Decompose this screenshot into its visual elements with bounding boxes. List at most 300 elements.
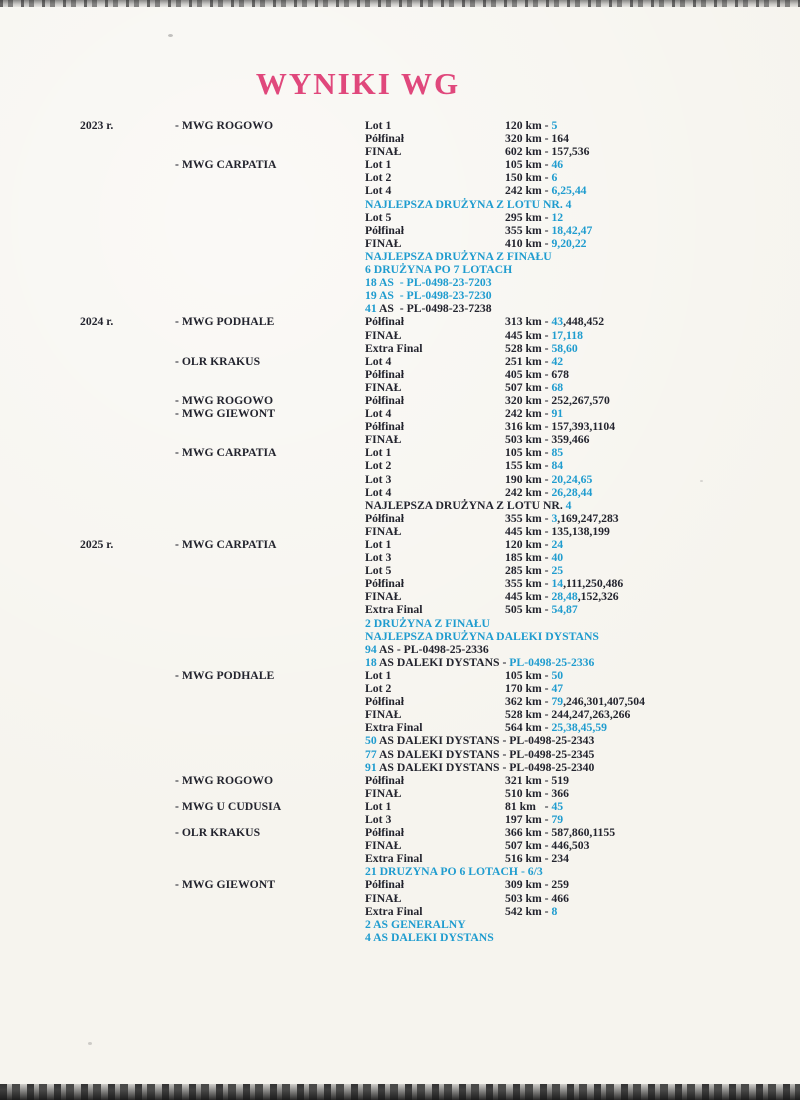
highlighted-text: 77 bbox=[365, 747, 379, 761]
note-row bbox=[80, 761, 786, 774]
year-cell bbox=[80, 473, 175, 486]
lot-cell: Lot 1 bbox=[365, 799, 392, 813]
ink-text: 155 km - bbox=[505, 459, 552, 473]
lot-cell: Półfinał bbox=[365, 878, 404, 892]
club-cell bbox=[175, 250, 365, 263]
club-cell: - MWG CARPATIA bbox=[175, 158, 277, 172]
year-cell bbox=[80, 748, 175, 761]
result-cell bbox=[505, 892, 786, 905]
lot-cell: Lot 4 bbox=[365, 184, 392, 198]
highlighted-text: 6 bbox=[551, 171, 558, 185]
note-text bbox=[365, 302, 786, 315]
highlighted-text: 25,38,45,59 bbox=[551, 721, 607, 735]
year-cell bbox=[80, 211, 175, 224]
year-cell bbox=[80, 198, 175, 211]
year-cell bbox=[80, 446, 175, 459]
lot-cell: Półfinał bbox=[365, 577, 404, 591]
year-cell bbox=[80, 145, 175, 158]
year-cell bbox=[80, 761, 175, 774]
ink-text: 185 km - bbox=[505, 551, 552, 565]
ink-text: 362 km - bbox=[505, 695, 552, 709]
club-cell bbox=[175, 211, 365, 224]
highlighted-text: 50 bbox=[551, 668, 564, 682]
ink-text: 528 km - 244,247,263,266 bbox=[505, 708, 631, 722]
highlighted-text: 2 DRUŻYNA Z FINAŁU bbox=[365, 616, 491, 630]
lot-cell: Półfinał bbox=[365, 695, 404, 709]
lot-cell: Półfinał bbox=[365, 367, 404, 381]
result-cell bbox=[505, 132, 786, 145]
highlighted-text: 21 DRUZYNA PO 6 LOTACH - 6/3 bbox=[365, 865, 543, 879]
result-cell bbox=[505, 368, 786, 381]
highlighted-text: 6,25,44 bbox=[551, 184, 587, 198]
year-cell bbox=[80, 878, 175, 891]
lot-cell: FINAŁ bbox=[365, 145, 402, 159]
lot-cell: Lot 3 bbox=[365, 812, 392, 826]
ink-text: 445 km - bbox=[505, 328, 552, 342]
ink-text: 321 km - 519 bbox=[505, 773, 569, 787]
year-cell bbox=[80, 381, 175, 394]
club-cell bbox=[175, 852, 365, 865]
year-cell bbox=[80, 158, 175, 171]
ink-text: 105 km - bbox=[505, 446, 552, 460]
note-row bbox=[80, 734, 786, 747]
highlighted-text: 28,48 bbox=[551, 590, 578, 604]
note-text bbox=[365, 918, 786, 931]
lot-cell: FINAŁ bbox=[365, 891, 402, 905]
lot-cell: Lot 1 bbox=[365, 538, 392, 551]
year-cell bbox=[80, 486, 175, 499]
result-row bbox=[80, 184, 786, 197]
ink-text: 313 km - bbox=[505, 315, 552, 329]
highlighted-text: 43 bbox=[551, 315, 564, 329]
ink-text: 507 km - 446,503 bbox=[505, 839, 590, 853]
year-cell bbox=[80, 774, 175, 787]
lot-cell: FINAŁ bbox=[365, 380, 402, 394]
ink-text: 445 km - bbox=[505, 590, 552, 604]
year-cell bbox=[80, 617, 175, 630]
lot-cell: Lot 3 bbox=[365, 472, 392, 486]
scan-artifact-top bbox=[0, 0, 800, 7]
note-text bbox=[365, 734, 786, 747]
year-cell bbox=[80, 643, 175, 656]
lot-cell: Półfinał bbox=[365, 132, 404, 146]
club-cell bbox=[175, 787, 365, 800]
result-row bbox=[80, 800, 786, 813]
lot-cell: FINAŁ bbox=[365, 708, 402, 722]
club-cell bbox=[175, 813, 365, 826]
ink-text: ,111,250,486 bbox=[563, 577, 624, 591]
lot-cell: Lot 3 bbox=[365, 551, 392, 565]
ink-text: AS - PL-0498-25-2336 bbox=[378, 642, 489, 656]
lot-cell: Extra Final bbox=[365, 852, 423, 866]
year-cell bbox=[80, 302, 175, 315]
note-text bbox=[365, 250, 786, 263]
result-row bbox=[80, 564, 786, 577]
result-row bbox=[80, 695, 786, 708]
result-cell bbox=[505, 708, 786, 721]
highlighted-text: 2 AS GENERALNY bbox=[365, 917, 466, 931]
ink-text: 242 km - bbox=[505, 485, 552, 499]
highlighted-text: 18,42,47 bbox=[551, 223, 593, 237]
ink-text: AS DALEKI DYSTANS - PL-0498-25-2345 bbox=[378, 747, 595, 761]
result-cell bbox=[505, 315, 786, 328]
club-cell bbox=[175, 656, 365, 669]
ink-text: 510 km - 366 bbox=[505, 786, 569, 800]
note-text bbox=[365, 263, 786, 276]
club-cell bbox=[175, 931, 365, 944]
ink-text: 528 km - bbox=[505, 341, 552, 355]
ink-text: 285 km - bbox=[505, 564, 552, 578]
note-row bbox=[80, 302, 786, 315]
highlighted-text: 8 bbox=[551, 904, 558, 918]
note-row bbox=[80, 931, 786, 944]
highlighted-text: 9,20,22 bbox=[551, 236, 587, 250]
result-row bbox=[80, 590, 786, 603]
lot-cell: FINAŁ bbox=[365, 524, 402, 538]
club-cell bbox=[175, 289, 365, 302]
result-cell bbox=[505, 237, 786, 250]
lot-cell: Półfinał bbox=[365, 826, 404, 840]
lot-cell: Półfinał bbox=[365, 315, 404, 329]
club-cell bbox=[175, 734, 365, 747]
result-row bbox=[80, 119, 786, 132]
year-cell bbox=[80, 603, 175, 616]
result-cell bbox=[505, 603, 786, 616]
club-cell bbox=[175, 525, 365, 538]
club-cell bbox=[175, 224, 365, 237]
highlighted-text: 14 bbox=[551, 577, 564, 591]
year-cell bbox=[80, 695, 175, 708]
lot-cell: Extra Final bbox=[365, 721, 423, 735]
result-cell bbox=[505, 158, 786, 171]
year-cell bbox=[80, 263, 175, 276]
ink-text: ,448,452 bbox=[563, 315, 605, 329]
ink-text: AS - PL-0498-23-7238 bbox=[378, 302, 492, 316]
result-cell bbox=[505, 695, 786, 708]
result-row bbox=[80, 132, 786, 145]
highlighted-text: 84 bbox=[551, 459, 564, 473]
club-cell: - MWG ROGOWO bbox=[175, 773, 274, 787]
lot-cell: FINAŁ bbox=[365, 590, 402, 604]
note-row bbox=[80, 198, 786, 211]
year-cell bbox=[80, 905, 175, 918]
result-row bbox=[80, 368, 786, 381]
club-cell bbox=[175, 276, 365, 289]
year-cell bbox=[80, 787, 175, 800]
year-cell bbox=[80, 734, 175, 747]
result-cell bbox=[505, 787, 786, 800]
ink-text: 564 km - bbox=[505, 721, 552, 735]
ink-text: 505 km - bbox=[505, 603, 552, 617]
lot-cell: Extra Final bbox=[365, 904, 423, 918]
highlighted-text: 41 bbox=[365, 302, 379, 316]
lot-cell: Lot 5 bbox=[365, 564, 392, 578]
result-cell bbox=[505, 184, 786, 197]
highlighted-text: NAJLEPSZA DRUŻYNA DALEKI DYSTANS bbox=[365, 629, 599, 643]
club-cell bbox=[175, 420, 365, 433]
lot-cell: Lot 1 bbox=[365, 668, 392, 682]
result-row bbox=[80, 787, 786, 800]
highlighted-text: 91 bbox=[551, 407, 564, 421]
result-row bbox=[80, 237, 786, 250]
lot-cell: Lot 5 bbox=[365, 210, 392, 224]
result-cell bbox=[505, 905, 786, 918]
club-cell: - MWG CARPATIA bbox=[175, 446, 277, 460]
lot-cell: Extra Final bbox=[365, 341, 423, 355]
year-cell bbox=[80, 813, 175, 826]
result-row bbox=[80, 486, 786, 499]
ink-text: AS DALEKI DYSTANS - PL-0498-25-2340 bbox=[378, 760, 595, 774]
year-cell bbox=[80, 132, 175, 145]
club-cell bbox=[175, 761, 365, 774]
result-cell bbox=[505, 211, 786, 224]
club-cell: - OLR KRAKUS bbox=[175, 354, 261, 368]
lot-cell: Półfinał bbox=[365, 393, 404, 407]
ink-text: 410 km - bbox=[505, 236, 552, 250]
result-row bbox=[80, 171, 786, 184]
note-text bbox=[365, 748, 786, 761]
highlighted-text: 3 bbox=[551, 511, 558, 525]
club-cell: - MWG GIEWONT bbox=[175, 878, 275, 892]
note-text bbox=[365, 198, 786, 211]
club-cell bbox=[175, 263, 365, 276]
ink-text: 309 km - 259 bbox=[505, 878, 569, 892]
result-row bbox=[80, 459, 786, 472]
result-cell bbox=[505, 774, 786, 787]
result-row bbox=[80, 774, 786, 787]
year-cell bbox=[80, 250, 175, 263]
result-cell bbox=[505, 407, 786, 420]
result-row bbox=[80, 551, 786, 564]
year-cell bbox=[80, 682, 175, 695]
scan-artifact-bottom bbox=[0, 1084, 800, 1100]
result-row bbox=[80, 315, 786, 328]
club-cell: - MWG PODHALE bbox=[175, 668, 275, 682]
result-row bbox=[80, 420, 786, 433]
result-cell bbox=[505, 512, 786, 525]
club-cell bbox=[175, 865, 365, 878]
ink-text: 197 km - bbox=[505, 812, 552, 826]
lot-cell: FINAŁ bbox=[365, 433, 402, 447]
result-cell bbox=[505, 813, 786, 826]
note-text bbox=[365, 630, 786, 643]
ink-text: 242 km - bbox=[505, 184, 552, 198]
lot-cell: FINAŁ bbox=[365, 839, 402, 853]
year-cell bbox=[80, 525, 175, 538]
year-cell bbox=[80, 420, 175, 433]
club-cell bbox=[175, 918, 365, 931]
result-cell bbox=[505, 224, 786, 237]
ink-text: 150 km - bbox=[505, 171, 552, 185]
club-cell bbox=[175, 486, 365, 499]
highlighted-text: 19 AS - PL-0498-23-7230 bbox=[365, 289, 492, 303]
result-row bbox=[80, 446, 786, 459]
results-table bbox=[80, 119, 786, 944]
result-cell bbox=[505, 852, 786, 865]
ink-text: 320 km - 164 bbox=[505, 132, 569, 146]
club-cell bbox=[175, 643, 365, 656]
ink-text: 120 km - bbox=[505, 538, 552, 551]
year-cell: 2023 r. bbox=[80, 119, 114, 132]
club-cell bbox=[175, 564, 365, 577]
result-row bbox=[80, 355, 786, 368]
ink-text: 105 km - bbox=[505, 158, 552, 172]
highlighted-text: 4 bbox=[565, 498, 572, 512]
lot-cell: Lot 1 bbox=[365, 446, 392, 460]
lot-cell: Lot 2 bbox=[365, 171, 392, 185]
year-cell bbox=[80, 289, 175, 302]
highlighted-text: 94 bbox=[365, 642, 379, 656]
club-cell: - MWG CARPATIA bbox=[175, 538, 277, 551]
club-cell bbox=[175, 184, 365, 197]
lot-cell: FINAŁ bbox=[365, 786, 402, 800]
note-row bbox=[80, 289, 786, 302]
lot-cell: Lot 2 bbox=[365, 682, 392, 696]
highlighted-text: 91 bbox=[365, 760, 379, 774]
highlighted-text: 20,24,65 bbox=[551, 472, 593, 486]
note-row bbox=[80, 918, 786, 931]
club-cell bbox=[175, 590, 365, 603]
club-cell bbox=[175, 577, 365, 590]
result-cell bbox=[505, 564, 786, 577]
year-cell bbox=[80, 721, 175, 734]
highlighted-text: 85 bbox=[551, 446, 564, 460]
lot-cell: Półfinał bbox=[365, 223, 404, 237]
year-cell bbox=[80, 184, 175, 197]
result-cell bbox=[505, 394, 786, 407]
note-text bbox=[365, 761, 786, 774]
note-text bbox=[365, 276, 786, 289]
note-row bbox=[80, 250, 786, 263]
club-cell bbox=[175, 551, 365, 564]
club-cell bbox=[175, 302, 365, 315]
ink-text: ,152,326 bbox=[577, 590, 619, 604]
lot-cell: Półfinał bbox=[365, 420, 404, 434]
year-cell bbox=[80, 839, 175, 852]
year-cell bbox=[80, 512, 175, 525]
result-row bbox=[80, 905, 786, 918]
club-cell: - MWG U CUDUSIA bbox=[175, 799, 282, 813]
highlighted-text: 68 bbox=[551, 380, 564, 394]
ink-text: ,246,301,407,504 bbox=[563, 695, 645, 709]
result-cell bbox=[505, 525, 786, 538]
lot-cell: FINAŁ bbox=[365, 328, 402, 342]
highlighted-text: NAJLEPSZA DRUŻYNA Z FINAŁU bbox=[365, 249, 552, 263]
result-row bbox=[80, 158, 786, 171]
year-cell bbox=[80, 171, 175, 184]
result-cell bbox=[505, 590, 786, 603]
club-cell bbox=[175, 381, 365, 394]
note-row bbox=[80, 263, 786, 276]
year-cell bbox=[80, 342, 175, 355]
ink-text: 295 km - bbox=[505, 210, 552, 224]
club-cell bbox=[175, 512, 365, 525]
year-cell bbox=[80, 551, 175, 564]
result-cell bbox=[505, 721, 786, 734]
club-cell bbox=[175, 368, 365, 381]
highlighted-text: 79 bbox=[551, 695, 564, 709]
note-row bbox=[80, 630, 786, 643]
ink-text: 542 km - bbox=[505, 904, 552, 918]
highlighted-text: 46 bbox=[551, 158, 564, 172]
year-cell bbox=[80, 355, 175, 368]
ink-text: 503 km - 466 bbox=[505, 891, 569, 905]
highlighted-text: 6 DRUŻYNA PO 7 LOTACH bbox=[365, 263, 513, 277]
result-cell bbox=[505, 800, 786, 813]
note-row bbox=[80, 499, 786, 512]
club-cell bbox=[175, 473, 365, 486]
result-row bbox=[80, 538, 786, 551]
result-row bbox=[80, 407, 786, 420]
year-cell bbox=[80, 918, 175, 931]
result-row bbox=[80, 473, 786, 486]
club-cell bbox=[175, 603, 365, 616]
result-row bbox=[80, 525, 786, 538]
club-cell: - MWG ROGOWO bbox=[175, 119, 274, 132]
club-cell bbox=[175, 630, 365, 643]
note-text bbox=[365, 617, 786, 630]
club-cell bbox=[175, 499, 365, 512]
ink-text: 602 km - 157,536 bbox=[505, 145, 590, 159]
result-cell bbox=[505, 433, 786, 446]
ink-text: 316 km - 157,393,1104 bbox=[505, 420, 616, 434]
year-cell bbox=[80, 329, 175, 342]
note-row bbox=[80, 276, 786, 289]
year-cell bbox=[80, 237, 175, 250]
note-row bbox=[80, 643, 786, 656]
highlighted-text: 24 bbox=[551, 538, 564, 551]
result-row bbox=[80, 381, 786, 394]
result-cell bbox=[505, 551, 786, 564]
note-row bbox=[80, 865, 786, 878]
ink-text: 405 km - 678 bbox=[505, 367, 569, 381]
highlighted-text: 12 bbox=[551, 210, 564, 224]
result-cell bbox=[505, 473, 786, 486]
ink-text: 355 km - bbox=[505, 577, 552, 591]
year-cell bbox=[80, 892, 175, 905]
ink-text: 120 km - bbox=[505, 119, 552, 132]
year-cell bbox=[80, 499, 175, 512]
year-cell bbox=[80, 459, 175, 472]
result-cell bbox=[505, 486, 786, 499]
lot-cell: Extra Final bbox=[365, 603, 423, 617]
note-text bbox=[365, 499, 786, 512]
year-cell bbox=[80, 224, 175, 237]
scan-speck bbox=[168, 34, 173, 37]
club-cell bbox=[175, 342, 365, 355]
club-cell bbox=[175, 459, 365, 472]
club-cell: - OLR KRAKUS bbox=[175, 826, 261, 840]
note-text bbox=[365, 289, 786, 302]
ink-text: 81 km - bbox=[505, 799, 552, 813]
highlighted-text: 5 bbox=[551, 119, 558, 132]
result-cell bbox=[505, 577, 786, 590]
club-cell bbox=[175, 237, 365, 250]
club-cell bbox=[175, 905, 365, 918]
ink-text: 251 km - bbox=[505, 354, 552, 368]
highlighted-text: 79 bbox=[551, 812, 564, 826]
highlighted-text: 42 bbox=[551, 354, 564, 368]
result-cell bbox=[505, 355, 786, 368]
year-cell bbox=[80, 656, 175, 669]
note-text bbox=[365, 656, 786, 669]
ink-text: 503 km - 359,466 bbox=[505, 433, 590, 447]
note-text bbox=[365, 931, 786, 944]
ink-text: 190 km - bbox=[505, 472, 552, 486]
club-cell bbox=[175, 695, 365, 708]
ink-text: 516 km - 234 bbox=[505, 852, 569, 866]
club-cell bbox=[175, 145, 365, 158]
